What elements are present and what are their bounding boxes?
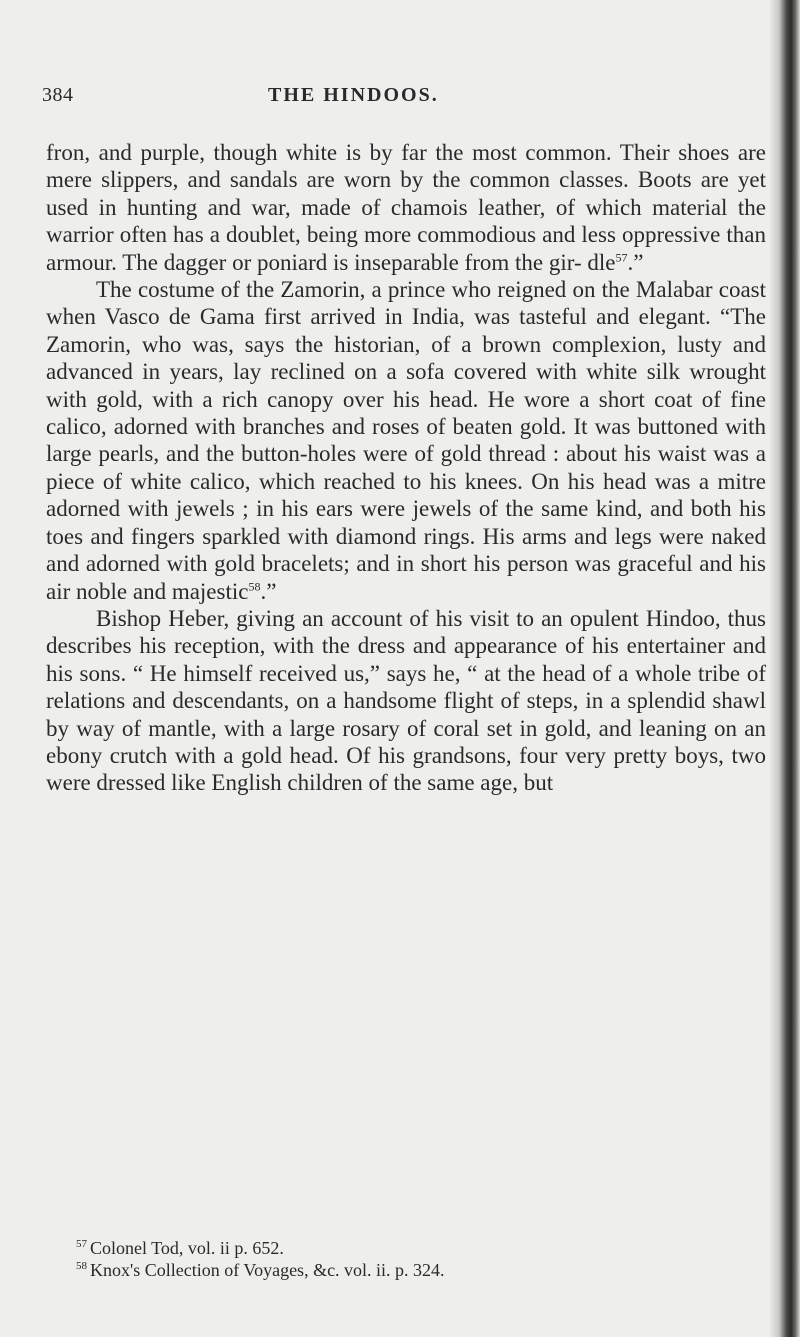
footnote-mark: 57 — [76, 1238, 87, 1250]
paragraph-1: fron, and purple, though white is by far the most common. Their shoes are mere slippers, and sandals are worn by the common classes. Boots are yet used in hunting and war, made of chamois leather, of which material the warrior often has a doublet, being more commodious and less oppressive than armour. The dagger or poniard is inseparable from the gir- dle$^{57}$.” — [46, 140, 766, 275]
running-head: THE HINDOOS. — [268, 84, 439, 106]
footnote-text: Colonel Tod, vol. ii p. 652. — [90, 1238, 284, 1258]
paragraph-2: The costume of the Zamorin, a prince who reigned on the Malabar coast when Vasco de Gama first arrived in India, was tasteful and elegant. “The Zamorin, who was, says the historian, of a brown complexion, lusty and advanced in years, lay reclined on a sofa covered with white silk wrought with gold, with a rich canopy over his head. He wore a short coat of fine calico, adorned with branches and roses of beaten gold. It was buttoned with large pearls, and the button-holes were of gold thread : about his waist was a piece of white calico, which reached to his knees. On his head was a mitre adorned with jewels ; in his ears were jewels of the same kind, and both his toes and fingers sparkled with diamond rings. His arms and legs were naked and adorned with gold bracelets; and in short his person was graceful and his air noble and majestic$^{58}$.” — [46, 277, 766, 604]
footnote-mark: 58 — [76, 1260, 87, 1272]
page-header — [42, 84, 762, 114]
book-spine-edge — [770, 0, 800, 1337]
body-text — [46, 139, 766, 797]
footnote-57 — [76, 1237, 736, 1259]
footnote-text: Knox's Collection of Voyages, &c. vol. ii. p. 324. — [90, 1260, 445, 1280]
paragraph-3: Bishop Heber, giving an account of his visit to an opulent Hindoo, thus describes his reception, with the dress and appearance of his entertainer and his sons. “ He himself received us,” says he, “ at the head of a whole tribe of relations and descendants, on a handsome flight of steps, in a splendid shawl by way of mantle, with a large rosary of coral set in gold, and leaning on an ebony crutch with a gold head. Of his grandsons, four very pretty boys, two were dressed like English children of the same age, but — [46, 605, 766, 796]
footnote-ref-57[interactable]: 57 — [615, 249, 628, 264]
page-number: 384 — [42, 84, 74, 106]
footnote-ref-58[interactable]: 58 — [248, 578, 261, 593]
footnote-58 — [76, 1259, 736, 1281]
footnotes — [76, 1237, 736, 1281]
